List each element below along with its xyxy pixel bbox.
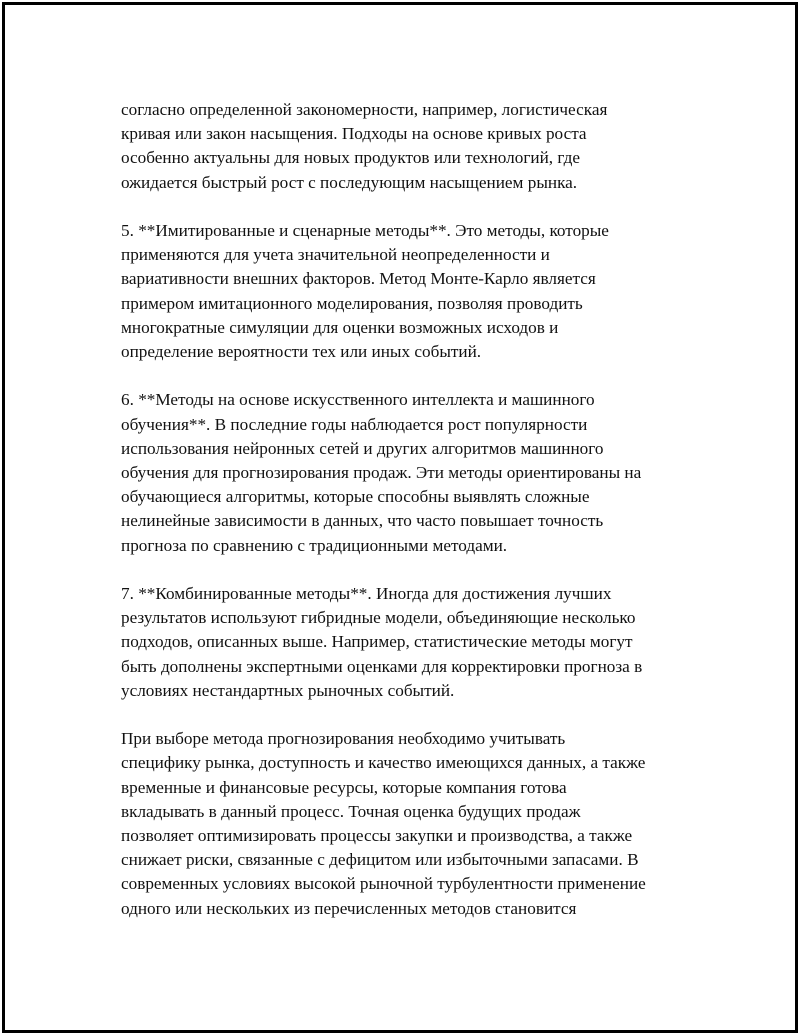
paragraph-combined-methods: 7. **Комбинированные методы**. Иногда для достижения лучших результатов используют гибридные модели, объединяющие несколько подходов, описанных выше. Например, статистические методы могут быть дополнены экспертными оценками для корректировки прогноза в условиях нестандартных рыночных событий. (121, 584, 643, 700)
paragraph-growth-curves: согласно определенной закономерности, например, логистическая кривая или закон насыщения. Подходы на основе кривых роста особенно актуальны для новых продуктов или технологий, где ожидается быстрый рост с последующим насыщением рынка. (121, 100, 608, 192)
paragraph-simulation-methods: 5. **Имитированные и сценарные методы**. Это методы, которые применяются для учета значительной неопределенности и вариативности внешних факторов. Метод Монте-Карло является примером имитационного моделирования, позволяя проводить многократные симуляции для оценки возможных исходов и определение вероятности тех или иных событий. (121, 221, 609, 362)
paragraph-ai-ml-methods: 6. **Методы на основе искусственного интеллекта и машинного обучения**. В последние годы наблюдается рост популярности использования нейронных сетей и других алгоритмов машинного обучения для прогнозирования продаж. Эти методы ориентированы на обучающиеся алгоритмы, которые способны выявлять сложные нелинейные зависимости в данных, что часто повышает точность прогноза по сравнению с традиционными методами. (121, 390, 642, 555)
paragraph-method-selection: При выборе метода прогнозирования необходимо учитывать специфику рынка, доступность и качество имеющихся данных, а также временные и финансовые ресурсы, которые компания готова вкладывать в данный процесс. Точная оценка будущих продаж позволяет оптимизировать процессы закупки и производства, а также снижает риски, связанные с дефицитом или избыточными запасами. В современных условиях высокой рыночной турбулентности применение одного или нескольких из перечисленных методов становится (121, 729, 646, 918)
document-body (121, 98, 687, 945)
page-border (2, 2, 798, 1033)
